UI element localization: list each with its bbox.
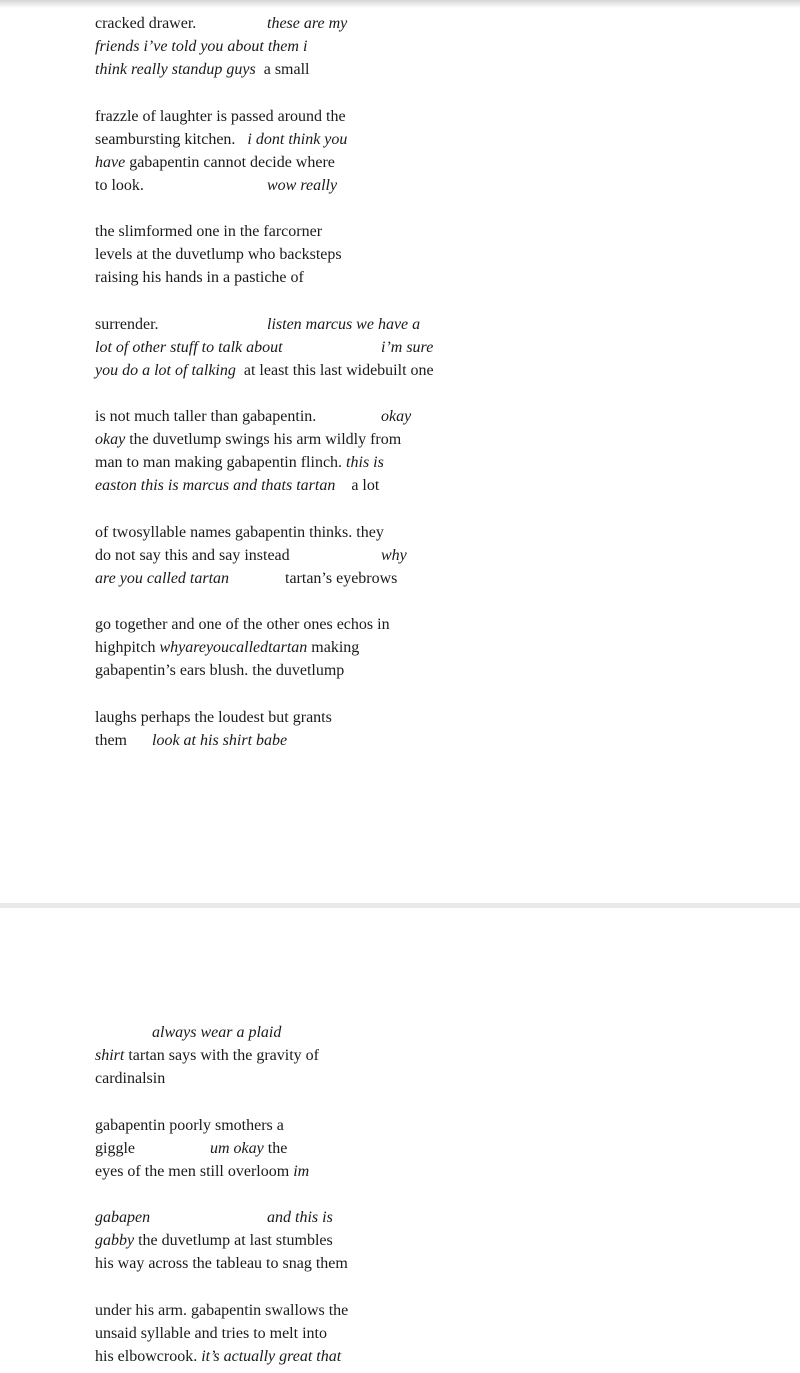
italic-phrase: lot of other stuff to talk about bbox=[95, 338, 283, 356]
italic-phrase: im bbox=[293, 1162, 310, 1180]
text-phrase: the duvetlump at last stumbles bbox=[134, 1232, 333, 1250]
italic-phrase: gabby bbox=[95, 1232, 135, 1250]
text-phrase: tartan says with the gravity of bbox=[124, 1047, 319, 1065]
text-phrase: gabapentin poorly smothers a bbox=[95, 1116, 284, 1134]
italic-phrase: um okay bbox=[210, 1139, 264, 1157]
text-phrase: gabapentin cannot decide where bbox=[125, 153, 335, 171]
italic-phrase: easton this is marcus and thats tartan bbox=[95, 477, 336, 495]
text-phrase: his elbowcrook. bbox=[95, 1347, 202, 1365]
italic-phrase: these are my bbox=[267, 15, 348, 32]
text-phrase: a lot bbox=[335, 477, 380, 495]
italic-phrase: listen marcus we have a bbox=[267, 315, 421, 333]
text-phrase: raising his hands in a pastiche of bbox=[95, 269, 304, 287]
text-phrase: the duvetlump swings his arm wildly from bbox=[125, 431, 402, 449]
text-phrase: making bbox=[307, 639, 360, 657]
italic-phrase: wow really bbox=[267, 176, 338, 194]
text-phrase: highpitch bbox=[95, 639, 160, 657]
italic-phrase: think really standup guys bbox=[95, 61, 256, 79]
text-phrase: frazzle of laughter is passed around the bbox=[95, 107, 346, 125]
italic-phrase: look at his shirt babe bbox=[152, 731, 288, 749]
text-phrase: cardinalsin bbox=[95, 1070, 166, 1088]
italic-phrase: why bbox=[381, 546, 407, 564]
text-phrase: a small bbox=[255, 61, 310, 79]
italic-phrase: and this is bbox=[267, 1209, 333, 1226]
italic-phrase: this is bbox=[346, 454, 384, 472]
text-phrase: surrender. bbox=[95, 315, 159, 333]
text-phrase: them bbox=[95, 731, 127, 749]
italic-phrase: okay bbox=[381, 408, 412, 426]
text-phrase: tartan’s eyebrows bbox=[285, 569, 398, 587]
text-phrase: the slimformed one in the farcorner bbox=[95, 223, 323, 241]
text-phrase: go together and one of the other ones echos in bbox=[95, 616, 390, 634]
text-phrase: laughs perhaps the loudest but grants bbox=[95, 708, 332, 726]
text-phrase: at least this last widebuilt one bbox=[235, 361, 434, 379]
text-phrase: under his arm. gabapentin swallows the bbox=[95, 1301, 349, 1319]
text-phrase: unsaid syllable and tries to melt into bbox=[95, 1324, 327, 1342]
italic-phrase: are you called tartan bbox=[95, 569, 230, 587]
italic-phrase: always wear a plaid bbox=[152, 1024, 282, 1041]
italic-phrase: shirt bbox=[95, 1047, 125, 1065]
text-phrase: his way across the tableau to snag them bbox=[95, 1255, 348, 1273]
text-phrase: gabapentin’s ears blush. the duvetlump bbox=[95, 662, 345, 680]
text-phrase: man to man making gabapentin flinch. bbox=[95, 454, 347, 472]
text-phrase: the bbox=[263, 1139, 288, 1157]
text-phrase: levels at the duvetlump who backsteps bbox=[95, 246, 342, 264]
text-phrase: eyes of the men still overloom bbox=[95, 1162, 294, 1180]
italic-phrase: okay bbox=[95, 431, 126, 449]
italic-phrase: have bbox=[95, 153, 126, 171]
italic-phrase: friends i’ve told you about them i bbox=[95, 38, 308, 56]
text-phrase: of twosyllable names gabapentin thinks. they bbox=[95, 523, 384, 541]
text-phrase: to look. bbox=[95, 176, 144, 194]
document-page-2 bbox=[0, 908, 800, 1373]
text-phrase: cracked drawer. bbox=[95, 15, 197, 32]
italic-phrase: you do a lot of talking bbox=[95, 361, 236, 379]
italic-phrase: gabapen bbox=[95, 1209, 151, 1226]
text-phrase: seambursting kitchen. bbox=[95, 130, 248, 148]
text-phrase: giggle bbox=[95, 1139, 135, 1157]
text-phrase: do not say this and say instead bbox=[95, 546, 290, 564]
italic-phrase: i’m sure bbox=[381, 338, 434, 356]
italic-phrase: whyareyoucalledtartan bbox=[159, 639, 308, 657]
italic-phrase: i dont think you bbox=[247, 130, 348, 148]
italic-phrase: it’s actually great that bbox=[201, 1347, 342, 1365]
text-phrase: is not much taller than gabapentin. bbox=[95, 408, 317, 426]
